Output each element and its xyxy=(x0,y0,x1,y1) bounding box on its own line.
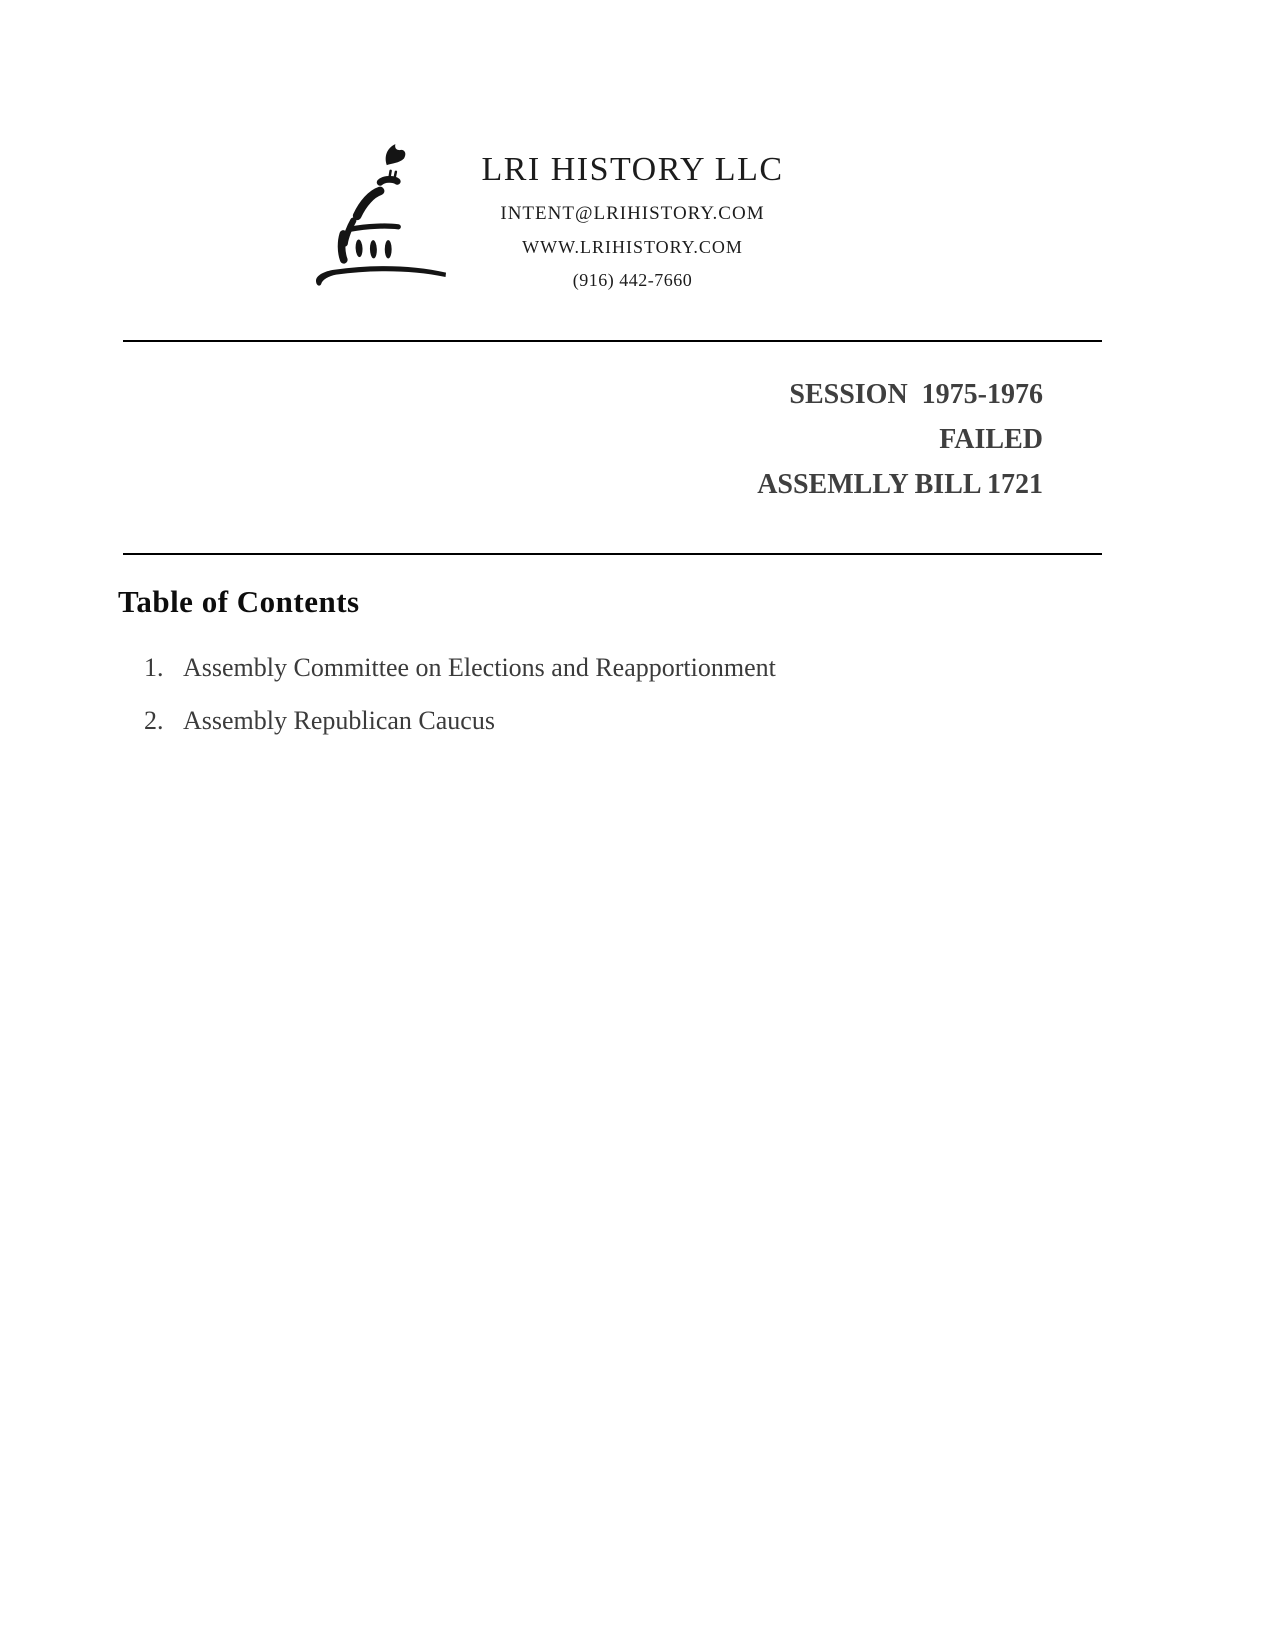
toc-list xyxy=(144,652,776,758)
company-name: LRI HISTORY LLC xyxy=(481,151,784,188)
top-divider-rule xyxy=(123,340,1102,342)
company-header xyxy=(430,150,835,291)
bottom-divider-rule xyxy=(123,553,1102,555)
toc-item-label: Assembly Committee on Elections and Reapportionment xyxy=(183,653,776,682)
toc-item xyxy=(144,705,776,737)
toc-item xyxy=(144,652,776,684)
toc-item-number: 2. xyxy=(144,706,164,735)
toc-item-label: Assembly Republican Caucus xyxy=(183,706,495,735)
toc-item-number: 1. xyxy=(144,653,164,682)
session-line: SESSION 1975-1976 xyxy=(789,379,1043,410)
bill-line: ASSEMLLY BILL 1721 xyxy=(757,469,1043,500)
company-phone: (916) 442-7660 xyxy=(572,270,693,291)
toc-heading: Table of Contents xyxy=(118,584,360,619)
case-info-block xyxy=(757,372,1043,507)
company-email: INTENT@LRIHISTORY.COM xyxy=(500,203,765,225)
status-line: FAILED xyxy=(939,424,1043,455)
company-website: WWW.LRIHISTORY.COM xyxy=(522,237,743,258)
